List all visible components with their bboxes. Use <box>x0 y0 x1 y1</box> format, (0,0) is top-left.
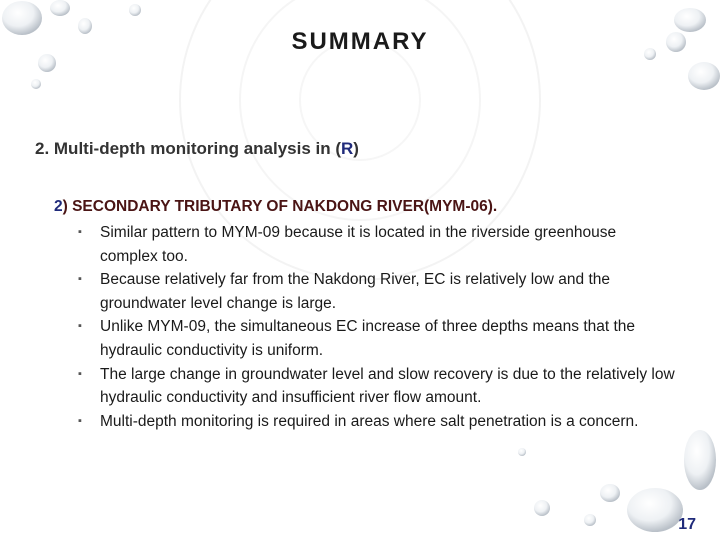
page-number: 17 <box>678 516 696 533</box>
bullet-text: Because relatively far from the Nakdong River, EC is relatively low and the groundwater level change is large. <box>100 271 611 312</box>
bullet-text: The large change in groundwater level and slow recovery is due to the relatively low hydraulic conductivity and insufficient river flow amount. <box>100 365 675 407</box>
bullet-marker-icon: ▪ <box>78 367 82 380</box>
subsection-number: 2 <box>54 198 63 215</box>
bullet-marker-icon: ▪ <box>78 414 82 427</box>
bullet-marker-icon: ▪ <box>78 320 82 333</box>
bullet-text: Similar pattern to MYM-09 because it is located in the riverside greenhouse complex too. <box>100 224 617 265</box>
bullet-text: Unlike MYM-09, the simultaneous EC increase of three depths means that the hydraulic conductivity is uniform. <box>100 318 636 359</box>
bullet-item <box>78 363 678 410</box>
subsection-heading <box>54 198 694 216</box>
section-heading-accent: R <box>341 139 354 158</box>
bullet-item <box>78 268 678 315</box>
section-heading <box>35 139 359 159</box>
bullet-marker-icon: ▪ <box>78 226 82 238</box>
section-heading-prefix: 2. Multi-depth monitoring analysis in ( <box>35 139 342 158</box>
bullet-list <box>78 221 678 433</box>
bullet-item <box>78 315 678 362</box>
bullet-marker-icon: ▪ <box>78 273 82 286</box>
section-heading-suffix: ) <box>353 139 359 158</box>
subsection-text: ) SECONDARY TRIBUTARY OF NAKDONG RIVER(MYM-06). <box>62 198 498 215</box>
slide-title: SUMMARY <box>291 28 429 55</box>
bullet-item <box>78 410 678 434</box>
bullet-item <box>78 221 678 268</box>
bullet-text: Multi-depth monitoring is required in areas where salt penetration is a concern. <box>100 412 639 430</box>
